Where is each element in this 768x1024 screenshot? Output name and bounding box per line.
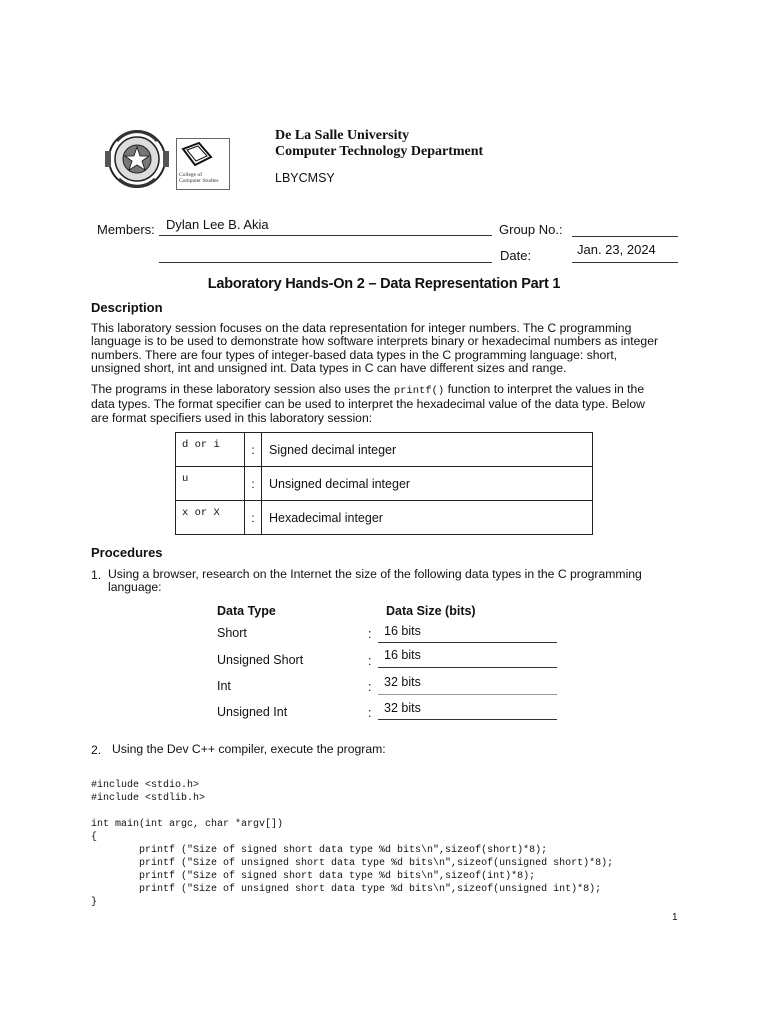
ccs-logo-line1: College of — [179, 172, 203, 178]
data-type-name: Int — [217, 679, 231, 693]
group-line — [572, 236, 678, 237]
format-specifier-table — [175, 432, 593, 535]
step1-line: Using a browser, research on the Internet the size of the following data types in the C programming — [108, 567, 642, 581]
para2-text-after: function to interpret the values in the — [444, 382, 645, 396]
format-sep: : — [245, 433, 262, 467]
university-heading — [275, 128, 483, 160]
members-label: Members: — [97, 222, 155, 237]
format-desc: Signed decimal integer — [262, 433, 593, 467]
date-line — [572, 262, 678, 263]
data-type-name: Short — [217, 626, 247, 640]
university-name: De La Salle University — [275, 128, 410, 143]
format-spec: x or X — [176, 501, 245, 535]
page-number: 1 — [672, 912, 678, 923]
para1-line: language is to be used to demonstrate how software interprets binary or hexadecimal numbers as integer — [91, 334, 659, 349]
data-size-line — [378, 719, 557, 720]
format-sep: : — [245, 467, 262, 501]
data-size-value[interactable]: 32 bits — [384, 701, 421, 715]
para2-line-1 — [91, 383, 691, 398]
data-size-value[interactable]: 16 bits — [384, 648, 421, 662]
description-paragraph-2 — [91, 383, 691, 425]
printf-inline-code: printf() — [393, 385, 445, 397]
format-sep: : — [245, 501, 262, 535]
data-type-colon: : — [368, 706, 372, 720]
code-line: #include <stdio.h> — [91, 780, 200, 791]
step1-line: language: — [108, 580, 162, 595]
table-row — [176, 467, 593, 501]
data-size-value[interactable]: 32 bits — [384, 675, 421, 689]
code-line: printf ("Size of signed short data type %d bits\n",sizeof(short)*8); — [91, 845, 548, 856]
code-line: int main(int argc, char *argv[]) — [91, 819, 284, 830]
course-code: LBYCMSY — [275, 171, 335, 185]
para2-text-before: The programs in these laboratory session also uses the — [91, 382, 394, 396]
format-desc: Unsigned decimal integer — [262, 467, 593, 501]
step1-text — [108, 568, 688, 595]
data-size-header: Data Size (bits) — [386, 604, 476, 618]
step1-number: 1. — [91, 568, 102, 582]
table-row — [176, 433, 593, 467]
para1-line: numbers. There are four types of integer-based data types in the C programming language: short, — [91, 347, 618, 362]
code-line: printf ("Size of unsigned short data type %d bits\n",sizeof(unsigned short)*8); — [91, 858, 614, 869]
code-line: printf ("Size of unsigned short data type %d bits\n",sizeof(unsigned int)*8); — [91, 884, 602, 895]
data-size-line — [378, 694, 557, 695]
step2-text: Using the Dev C++ compiler, execute the program: — [112, 742, 386, 756]
ccs-logo-line2: Computer Studies — [179, 178, 219, 184]
members-line-2 — [159, 262, 492, 263]
date-value[interactable]: Jan. 23, 2024 — [577, 242, 656, 257]
data-type-colon: : — [368, 627, 372, 641]
data-type-colon: : — [368, 654, 372, 668]
para1-line: unsigned short, int and unsigned int. Data types in C can have different sizes and range. — [91, 361, 567, 376]
lab-title: Laboratory Hands-On 2 – Data Representation Part 1 — [207, 276, 561, 292]
data-type-header: Data Type — [217, 604, 276, 618]
data-size-line — [378, 642, 557, 643]
code-line: printf ("Size of signed short data type %d bits\n",sizeof(int)*8); — [91, 871, 536, 882]
procedures-heading: Procedures — [91, 545, 163, 560]
date-label: Date: — [500, 248, 532, 263]
code-line — [91, 805, 613, 818]
para2-line: are format specifiers used in this laboratory session: — [91, 410, 373, 425]
format-spec: u — [176, 467, 245, 501]
para2-line: data types. The format specifier can be used to interpret the hexadecimal value of the data type. Below — [91, 397, 645, 412]
members-line-1 — [159, 235, 492, 236]
para1-line: This laboratory session focuses on the data representation for integer numbers. The C programming — [91, 321, 632, 335]
description-heading: Description — [91, 300, 163, 315]
data-type-name: Unsigned Short — [217, 653, 304, 667]
code-line: } — [91, 897, 98, 908]
ccs-logo — [176, 138, 230, 190]
step2-number: 2. — [91, 743, 102, 757]
members-value[interactable]: Dylan Lee B. Akia — [166, 217, 269, 232]
code-line: { — [91, 832, 98, 843]
data-type-name: Unsigned Int — [217, 705, 288, 719]
data-type-colon: : — [368, 680, 372, 694]
dlsu-seal-logo — [103, 129, 171, 189]
group-label: Group No.: — [499, 222, 563, 237]
format-spec: d or i — [176, 433, 245, 467]
data-size-value[interactable]: 16 bits — [384, 624, 421, 638]
data-size-line — [378, 667, 557, 668]
description-paragraph-1 — [91, 322, 691, 376]
format-desc: Hexadecimal integer — [262, 501, 593, 535]
table-row — [176, 501, 593, 535]
code-listing — [91, 766, 613, 922]
department-name: Computer Technology Department — [275, 144, 484, 159]
code-line: #include <stdlib.h> — [91, 793, 206, 804]
